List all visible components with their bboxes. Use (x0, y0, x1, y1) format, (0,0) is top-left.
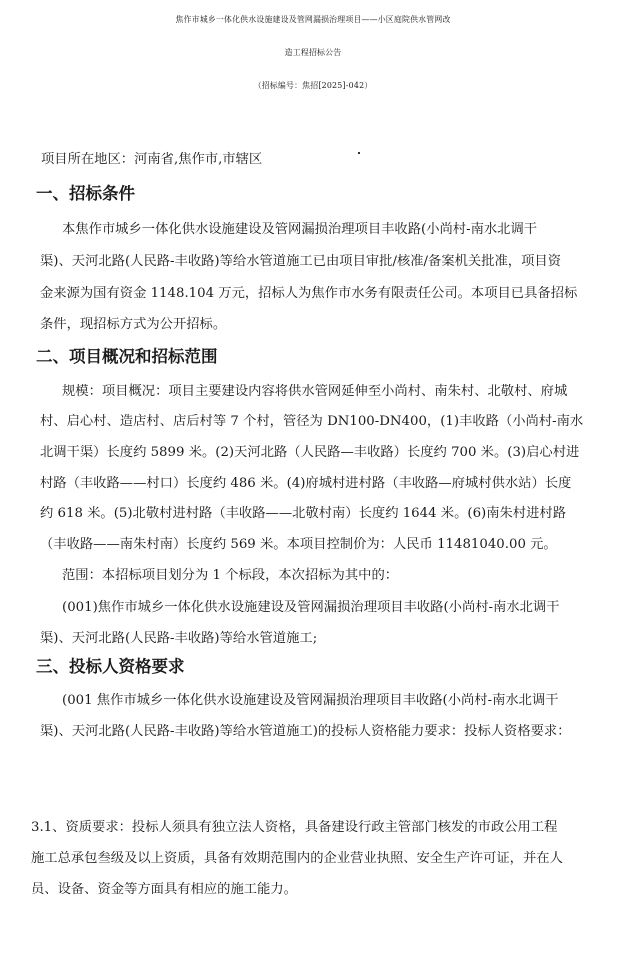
paragraph-line: 村、启心村、造店村、店后村等 7 个村，管径为 DN100-DN400，(1)丰收路（小尚村-南水 (40, 414, 584, 429)
paragraph-line: 规模：项目概况：项目主要建设内容将供水管网延伸至小尚村、南朱村、北敬村、府城 (62, 384, 568, 399)
scope-line: 范围：本招标项目划分为 1 个标段，本次招标为其中的： (62, 568, 399, 583)
paragraph-line: (001 焦作市城乡一体化供水设施建设及管网漏损治理项目丰收路(小尚村-南水北调干 (62, 693, 559, 708)
paragraph-line: （丰收路——南朱村南）长度约 569 米。本项目控制价为：人民币 11481040.00 元。 (40, 537, 557, 552)
qualification-line: 施工总承包叁级及以上资质，具备有效期范围内的企业营业执照、安全生产许可证，并在人 (31, 851, 563, 866)
paragraph-line: 村路（丰收路——村口）长度约 486 米。(4)府城村进村路（丰收路—府城村供水站）长度 (40, 476, 572, 491)
qualification-line: 员、设备、资金等方面具有相应的施工能力。 (31, 882, 297, 897)
paragraph-line: 本焦作市城乡一体化供水设施建设及管网漏损治理项目丰收路(小尚村-南水北调干 (62, 222, 538, 237)
lot-line: (001)焦作市城乡一体化供水设施建设及管网漏损治理项目丰收路(小尚村-南水北调干 (62, 600, 560, 615)
paragraph-line: 金来源为国有资金 1148.104 万元，招标人为焦作市水务有限责任公司。本项目已具备招标 (40, 286, 578, 301)
project-location: 项目所在地区：河南省,焦作市,市辖区 (41, 152, 263, 167)
scan-speck (358, 152, 360, 154)
paragraph-line: 渠)、天河北路(人民路-丰收路)等给水管道施工已由项目审批/核准/备案机关批准，项目资 (40, 254, 561, 269)
section-heading-bidder-qualifications: 三、投标人资格要求 (36, 657, 185, 676)
paragraph-line: 北调干渠）长度约 5899 米。(2)天河北路（人民路—丰收路）长度约 700 米。(3)启心村进 (40, 445, 580, 460)
paragraph-line: 约 618 米。(5)北敬村进村路（丰收路——北敬村南）长度约 1644 米。(6)南朱村进村路 (40, 506, 566, 521)
lot-line: 渠)、天河北路(人民路-丰收路)等给水管道施工; (40, 631, 318, 646)
title-line-2: 造工程招标公告 (284, 48, 342, 57)
paragraph-line: 条件，现招标方式为公开招标。 (40, 317, 227, 332)
paragraph-line: 渠)、天河北路(人民路-丰收路)等给水管道施工)的投标人资格能力要求：投标人资格要求： (40, 724, 571, 739)
bid-number: （招标编号：焦招[2025]-042） (253, 81, 373, 90)
qualification-line: 3.1、资质要求：投标人须具有独立法人资格，具备建设行政主管部门核发的市政公用工程 (31, 820, 558, 835)
section-heading-project-overview: 二、项目概况和招标范围 (36, 347, 218, 366)
section-heading-bid-conditions: 一、招标条件 (36, 184, 135, 203)
title-line-1: 焦作市城乡一体化供水设施建设及管网漏损治理项目——小区庭院供水管网改 (175, 15, 451, 24)
